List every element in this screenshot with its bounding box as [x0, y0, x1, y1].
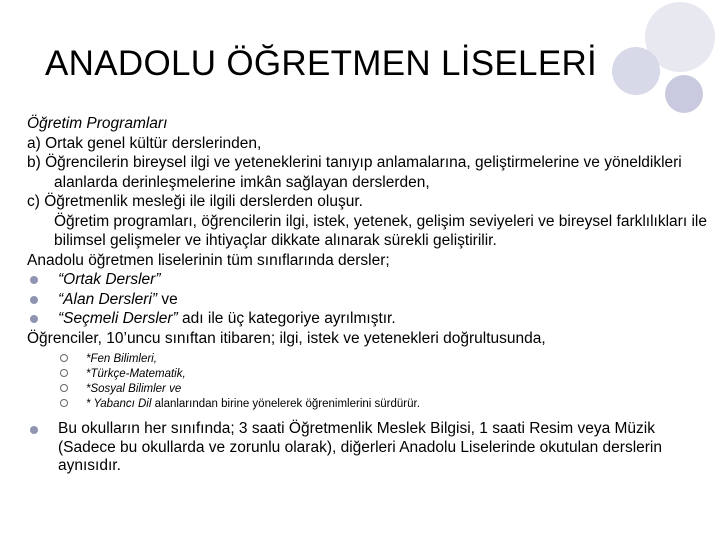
slide-body [27, 114, 707, 476]
section-heading: Öğretim Programları [27, 115, 168, 132]
hollow-bullet-icon [60, 354, 68, 362]
intro-line: Anadolu öğretmen liselerinin tüm sınıflarında dersler; [27, 251, 390, 269]
item-a: a) Ortak genel kültür derslerinden, [27, 134, 262, 152]
bullet-icon [30, 315, 38, 323]
list-item: “Alan Dersleri” ve [27, 290, 707, 310]
sub-list-item: *Türkçe-Matematik, [27, 367, 707, 382]
hollow-bullet-icon [60, 384, 68, 392]
decorative-circle [612, 47, 660, 95]
sub-list [27, 352, 707, 412]
slide-title: ANADOLU ÖĞRETMEN LİSELERİ [45, 44, 598, 83]
hollow-bullet-icon [60, 369, 68, 377]
sub-list-item: *Fen Bilimleri, [27, 352, 707, 367]
students-line: Öğrenciler, 10’uncu sınıftan itibaren; ilgi, istek ve yetenekleri doğrultusunda, [27, 329, 546, 347]
decorative-circle [665, 75, 703, 113]
hollow-bullet-icon [60, 399, 68, 407]
bullet-icon [30, 426, 38, 434]
list-item: “Seçmeli Dersler” adı ile üç kategoriye ayrılmıştır. [27, 309, 707, 329]
item-c: c) Öğretmenlik mesleği ile ilgili derslerden oluşur. [27, 193, 363, 210]
list-item: “Ortak Dersler” [27, 270, 707, 290]
item-b: b) Öğrencilerin bireysel ilgi ve yeteneklerini tanıyıp anlamalarına, geliştirmelerine ve yöneldikleri alanlarda derinleşmelerine imkân sağlayan derslerden, [27, 154, 682, 191]
list-item: Bu okulların her sınıfında; 3 saati Öğretmenlik Meslek Bilgisi, 1 saati Resim veya Müzik (Sadece bu okullarda ve zorunlu olarak), diğerleri Anadolu Liselerinde okutulan derslerin aynısıdır. [27, 420, 707, 476]
sub-list-item: *Sosyal Bilimler ve [27, 382, 707, 397]
paragraph: Öğretim programları, öğrencilerin ilgi, istek, yetenek, gelişim seviyeleri ve bireysel farklılıkları ile bilimsel gelişmeler ve ihtiyaçlar dikkate alınarak sürekli geliştirilir. [54, 212, 707, 249]
bullet-icon [30, 296, 38, 304]
bullet-icon [30, 276, 38, 284]
sub-list-item: * Yabancı Dil alanlarından birine yönelerek öğrenimlerini sürdürür. [27, 397, 707, 412]
